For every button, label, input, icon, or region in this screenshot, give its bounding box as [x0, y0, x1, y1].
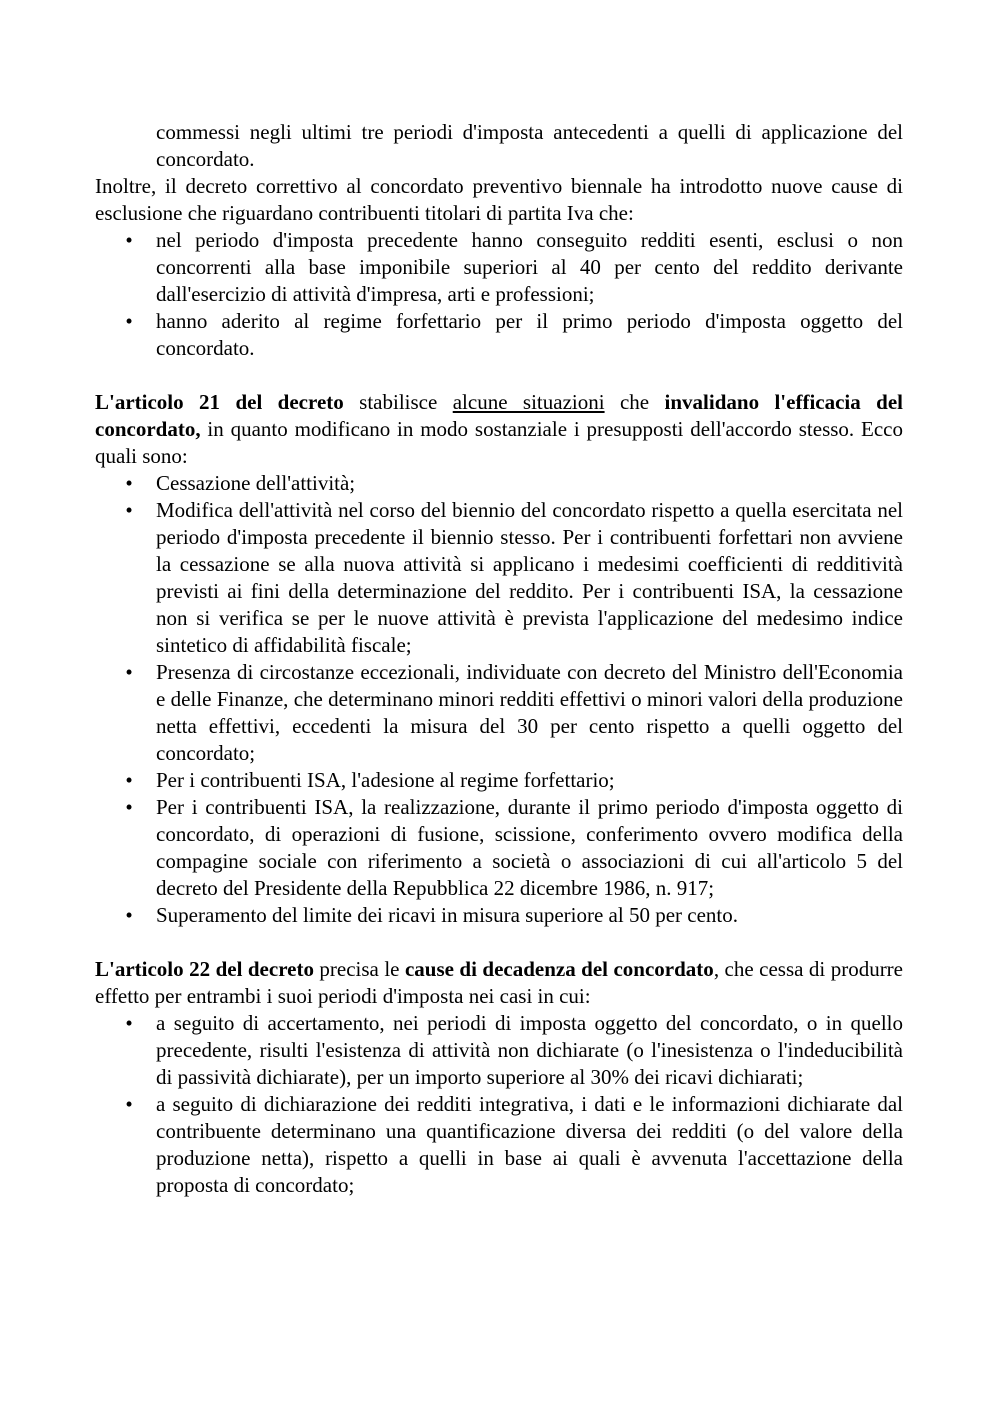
art21-paragraph — [95, 389, 903, 470]
inoltre-paragraph: Inoltre, il decreto correttivo al concordato preventivo biennale ha introdotto nuove cause di esclusione che riguardano contribuenti titolari di partita Iva che: — [95, 174, 903, 225]
list-item-text: a seguito di dichiarazione dei redditi integrativa, i dati e le informazioni dichiarate dal contribuente determinano una quantificazione diversa dei redditi (o del valore della produzione netta), rispetto a quelli in base ai quali è avvenuta l'accettazione della proposta di concordato; — [156, 1092, 903, 1197]
art21-bold-lead: L'articolo 21 del decreto — [95, 390, 344, 414]
bullet-icon: • — [125, 228, 133, 252]
list-item — [95, 1091, 903, 1199]
list-item — [95, 659, 903, 767]
list-item-text: hanno aderito al regime forfettario per il primo periodo d'imposta oggetto del concordato. — [156, 309, 903, 360]
list-item — [95, 1010, 903, 1091]
exclusion-list — [95, 227, 903, 362]
bullet-icon: • — [125, 903, 133, 927]
art22-bold-mid: cause di decadenza del concordato — [404, 957, 714, 981]
art22-list — [95, 1010, 903, 1199]
bullet-icon: • — [125, 1011, 133, 1035]
list-item — [95, 767, 903, 794]
list-item — [95, 308, 903, 362]
list-item-text: Cessazione dell'attività; — [156, 471, 356, 495]
paragraph-spacer — [95, 929, 903, 956]
art22-text-1: precisa le — [313, 957, 405, 981]
list-item — [95, 497, 903, 659]
art21-text-1: stabilisce — [343, 390, 453, 414]
list-item-text: Superamento del limite dei ricavi in misura superiore al 50 per cento. — [156, 903, 738, 927]
list-item-text: a seguito di accertamento, nei periodi di imposta oggetto del concordato, o in quello precedente, risulti l'esistenza di attività non dichiarate (o l'inesistenza o l'indeducibilità di passività dichiarate), per un importo superiore al 30% dei ricavi dichiarati; — [156, 1011, 903, 1089]
list-item — [95, 794, 903, 902]
art21-text-3: in quanto modificano in modo sostanziale i presupposti dell'accordo stesso. Ecco quali sono: — [95, 417, 903, 468]
paragraph-spacer — [95, 362, 903, 389]
bullet-icon: • — [125, 660, 133, 684]
bullet-icon: • — [125, 795, 133, 819]
list-item — [95, 470, 903, 497]
art22-paragraph — [95, 956, 903, 1010]
list-item-text: Per i contribuenti ISA, la realizzazione, durante il primo periodo d'imposta oggetto di concordato, di operazioni di fusione, scissione, conferimento ovvero modifica della compagine sociale con riferimento a società o associazioni di cui all'articolo 5 del decreto del Presidente della Repubblica 22 dicembre 1986, n. 917; — [156, 795, 903, 900]
art21-text-2: che — [604, 390, 665, 414]
bullet-icon: • — [125, 309, 133, 333]
list-item-text: Presenza di circostanze eccezionali, individuate con decreto del Ministro dell'Economia e delle Finanze, che determinano minori redditi effettivi o minori valori della produzione netta effettivi, eccedenti la misura del 30 per cento rispetto a quelli oggetto del concordato; — [156, 660, 903, 765]
art22-bold-lead: L'articolo 22 del decreto — [95, 957, 314, 981]
list-item-text: Modifica dell'attività nel corso del biennio del concordato rispetto a quella esercitata nel periodo d'imposta precedente il biennio stesso. Per i contribuenti forfettari non avviene la cessazione se alla nuova attività si applicano i medesimi coefficienti di redditività previsti ai fini della determinazione del reddito. Per i contribuenti ISA, la cessazione non si verifica se per le nuove attività è prevista l'applicazione del medesimo indice sintetico di affidabilità fiscale; — [156, 498, 903, 657]
list-item-text: Per i contribuenti ISA, l'adesione al regime forfettario; — [156, 768, 615, 792]
list-item — [95, 227, 903, 308]
art21-list — [95, 470, 903, 929]
art21-underlined-text: alcune situazioni — [452, 390, 605, 414]
bullet-icon: • — [125, 768, 133, 792]
list-item-text: nel periodo d'imposta precedente hanno conseguito redditi esenti, esclusi o non concorrenti alla base imponibile superiori al 40 per cento del reddito derivante dall'esercizio di attività d'impresa, arti e professioni; — [156, 228, 903, 306]
list-item — [95, 902, 903, 929]
bullet-icon: • — [125, 1092, 133, 1116]
bullet-icon: • — [125, 471, 133, 495]
bullet-icon: • — [125, 498, 133, 522]
intro-continuation: commessi negli ultimi tre periodi d'imposta antecedenti a quelli di applicazione del concordato. — [156, 120, 903, 171]
art21-bold-mid: invalidano l'efficacia del concordato, — [95, 390, 903, 441]
art22-text-2: , che cessa di produrre effetto per entrambi i suoi periodi d'imposta nei casi in cui: — [95, 957, 903, 1008]
